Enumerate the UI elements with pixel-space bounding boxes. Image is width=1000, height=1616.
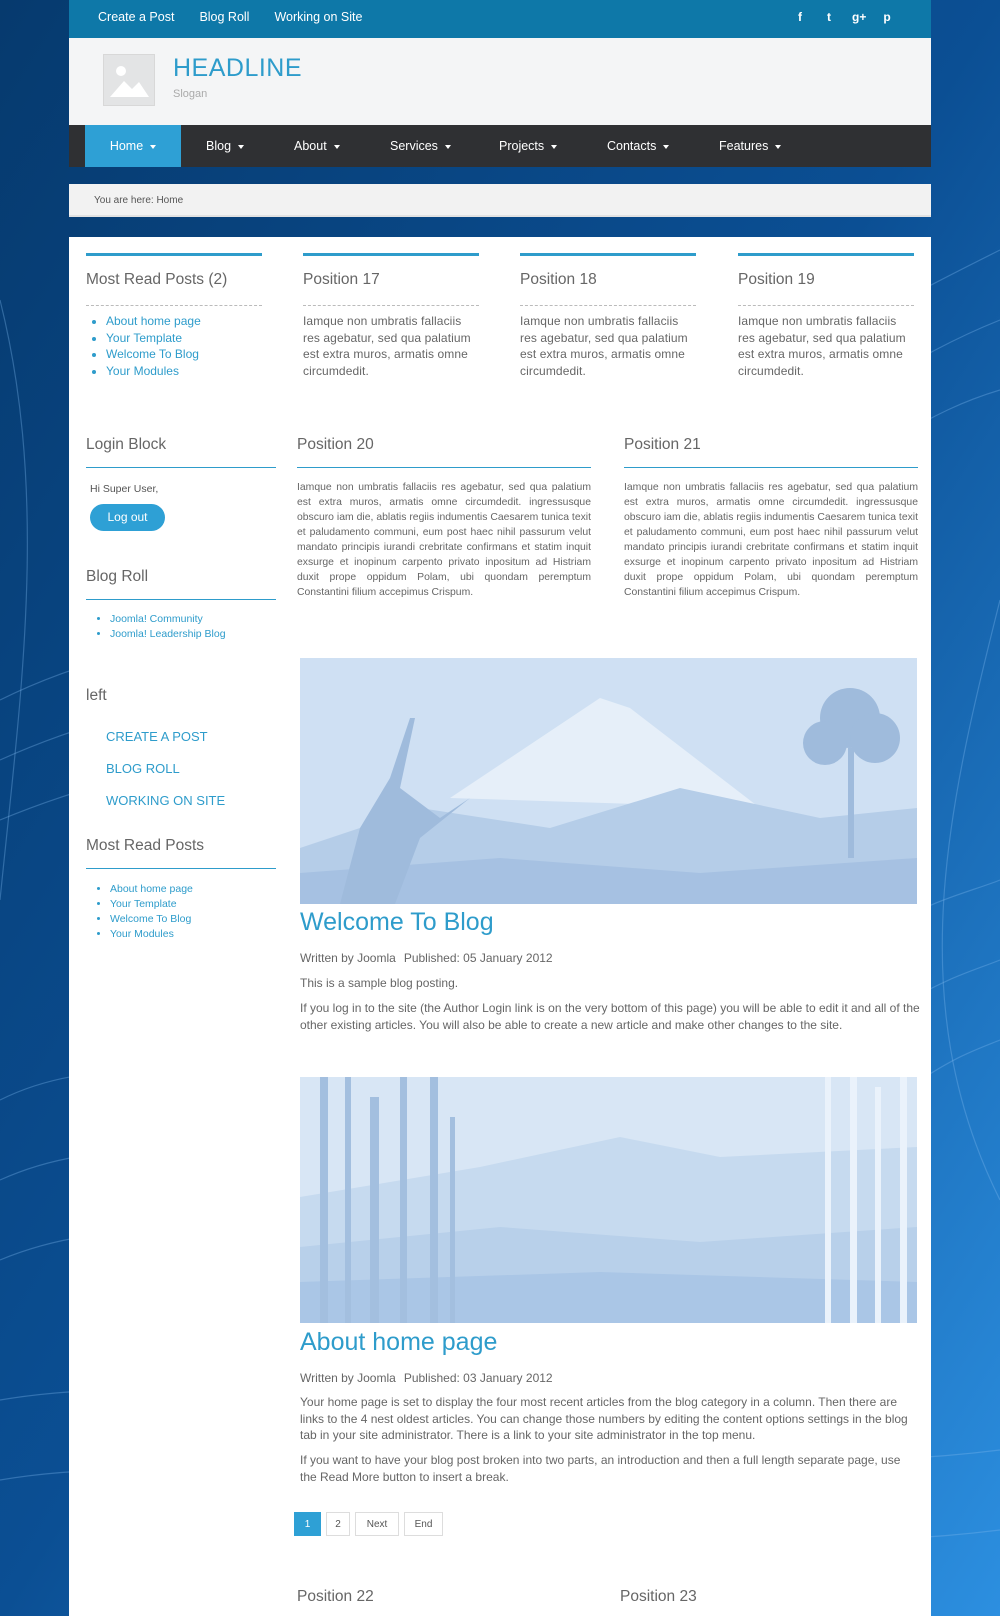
module-title: Position 18	[520, 271, 597, 288]
module-top-bar	[520, 253, 696, 256]
login-greeting: Hi Super User,	[90, 483, 159, 495]
module-title: Login Block	[86, 436, 167, 453]
module-text: Iamque non umbratis fallaciis res agebatur, sed qua palatium est extra muros, armatis omne circumdedit.	[738, 314, 906, 378]
nav-about-label: About	[294, 139, 327, 153]
module-blog-roll	[86, 568, 276, 642]
module-position-23	[620, 1588, 697, 1606]
nav-features[interactable]	[719, 125, 781, 167]
module-top-bar	[86, 253, 262, 256]
module-top-bar	[303, 253, 479, 256]
divider	[303, 305, 479, 306]
most-read-side-list	[86, 882, 276, 942]
caret-down-icon	[445, 145, 451, 149]
list-item[interactable]: • Your Modules	[110, 927, 276, 942]
module-text: Iamque non umbratis fallaciis res agebatur, sed qua palatium est extra muros, armatis omne circumdedit. ingressusque obscuro iam die, ablatis regiis indumentis Caesarem tunica texit et paludamento communi, eum post haec nihil passurum velut mandato principis iurandi crebritate confirmans et statim inquit exsurge et inopinum carpento privato inpositum ad Histriam duxit prope oppidum Polam, ubi quondam peremptum Constantini filium accepimus Crispum.	[624, 482, 918, 598]
list-item[interactable]: • About home page	[110, 882, 276, 897]
list-item[interactable]: • Your Modules	[106, 363, 201, 380]
list-item[interactable]: • Welcome To Blog	[110, 912, 276, 927]
nav-blog[interactable]	[206, 125, 244, 167]
caret-down-icon	[238, 145, 244, 149]
top-bar	[69, 0, 931, 38]
logout-button[interactable]: Log out	[90, 504, 165, 531]
site-slogan: Slogan	[173, 88, 208, 100]
site-header	[69, 38, 931, 125]
social-links	[794, 10, 893, 24]
divider	[86, 868, 276, 869]
content-area	[69, 237, 931, 1616]
article-paragraph: If you log in to the site (the Author Login link is on the very bottom of this page) you will be able to edit it and all of the other existing articles. You will also be able to create a new article and make other changes to the site.	[300, 1001, 920, 1032]
end-page-button[interactable]: End	[404, 1512, 443, 1536]
module-left-menu	[86, 687, 276, 808]
article-title[interactable]: About home page	[300, 1328, 498, 1356]
nav-projects-label: Projects	[499, 139, 545, 153]
nav-blog-label: Blog	[206, 139, 232, 153]
article-image-bamboo[interactable]	[300, 1077, 917, 1323]
module-title: Position 20	[297, 436, 374, 453]
breadcrumb	[69, 184, 931, 217]
article-published: Published: 05 January 2012	[403, 951, 553, 965]
article-published: Published: 03 January 2012	[403, 1371, 553, 1385]
divider	[297, 467, 591, 468]
article-image-mountain[interactable]	[300, 658, 917, 904]
caret-down-icon	[334, 145, 340, 149]
module-most-read-top	[86, 253, 262, 378]
module-position-17	[303, 253, 479, 378]
nav-contacts[interactable]	[607, 125, 669, 167]
nav-services-label: Services	[390, 139, 438, 153]
google-plus-icon[interactable]: g+	[852, 10, 867, 24]
caret-down-icon	[551, 145, 557, 149]
article-author: Written by Joomla	[300, 1371, 396, 1385]
list-item[interactable]: • Welcome To Blog	[106, 346, 201, 363]
breadcrumb-text: You are here: Home	[94, 195, 184, 206]
module-text: Iamque non umbratis fallaciis res agebatur, sed qua palatium est extra muros, armatis omne circumdedit.	[520, 314, 688, 378]
most-read-list	[86, 313, 201, 379]
divider	[738, 305, 914, 306]
list-item[interactable]: • Joomla! Community	[110, 612, 276, 627]
top-nav-working-on-site[interactable]: Working on Site	[274, 10, 363, 24]
module-position-21	[624, 436, 918, 600]
list-item[interactable]: • About home page	[106, 313, 201, 330]
logo-image-icon[interactable]	[103, 54, 155, 106]
top-nav-create-post[interactable]: Create a Post	[98, 10, 175, 24]
module-position-20	[297, 436, 591, 600]
nav-features-label: Features	[719, 139, 769, 153]
article-meta	[300, 951, 553, 965]
divider	[86, 305, 262, 306]
module-title: Position 17	[303, 271, 380, 288]
divider	[86, 467, 276, 468]
module-top-bar	[738, 253, 914, 256]
main-nav	[69, 125, 931, 167]
nav-home[interactable]	[85, 125, 181, 167]
next-page-button[interactable]: Next	[355, 1512, 399, 1536]
module-title: Position 23	[620, 1588, 697, 1605]
article-meta	[300, 1371, 553, 1385]
module-title: Position 19	[738, 271, 815, 288]
top-nav-blog-roll[interactable]: Blog Roll	[199, 10, 250, 24]
module-login-block	[86, 436, 276, 524]
article-author: Written by Joomla	[300, 951, 396, 965]
divider	[520, 305, 696, 306]
caret-down-icon	[150, 145, 156, 149]
list-item[interactable]: • Your Template	[106, 330, 201, 347]
module-most-read-side	[86, 837, 276, 942]
left-menu-blog-roll[interactable]: BLOG ROLL	[106, 761, 180, 776]
module-position-18	[520, 253, 696, 378]
module-title: Position 21	[624, 436, 701, 453]
site-headline[interactable]: HEADLINE	[173, 54, 303, 82]
module-title: Most Read Posts	[86, 837, 205, 854]
nav-home-label: Home	[109, 139, 144, 153]
left-menu-create-post[interactable]: CREATE A POST	[106, 729, 208, 744]
module-position-22	[297, 1588, 374, 1606]
top-nav	[98, 10, 362, 24]
nav-about[interactable]	[294, 125, 340, 167]
pinterest-icon[interactable]: p	[883, 10, 891, 24]
nav-services[interactable]	[390, 125, 451, 167]
blog-roll-list	[86, 612, 276, 642]
page-1-button[interactable]: 1	[294, 1512, 321, 1536]
article-paragraph: If you want to have your blog post broken into two parts, an introduction and then a full length separate page, use the Read More button to insert a break.	[300, 1453, 901, 1484]
list-item[interactable]: • Your Template	[110, 897, 276, 912]
facebook-icon[interactable]: f	[798, 10, 802, 24]
twitter-icon[interactable]: t	[827, 10, 831, 24]
left-menu-working-on-site[interactable]: WORKING ON SITE	[106, 793, 226, 808]
divider	[624, 467, 918, 468]
module-title: left	[86, 687, 107, 704]
caret-down-icon	[775, 145, 781, 149]
nav-projects[interactable]	[499, 125, 557, 167]
divider	[86, 599, 276, 600]
pagination	[294, 1512, 443, 1536]
module-text: Iamque non umbratis fallaciis res agebatur, sed qua palatium est extra muros, armatis omne circumdedit. ingressusque obscuro iam die, ablatis regiis indumentis Caesarem tunica texit et paludamento communi, eum post haec nihil passurum velut mandato principis iurandi crebritate confirmans et statim inquit exsurge et inopinum carpento privato inpositum ad Histriam duxit prope oppidum Polam, ubi quondam peremptum Constantini filium accepimus Crispum.	[297, 482, 591, 598]
module-title: Position 22	[297, 1588, 374, 1605]
article-paragraph: Your home page is set to display the four most recent articles from the blog category in a column. Then there are links to the 4 nest oldest articles. You can change those numbers by editing the content options settings in the blog tab in your site administrator. There is a link to your site administrator in the top menu.	[300, 1395, 908, 1442]
module-position-19	[738, 253, 914, 378]
nav-contacts-label: Contacts	[607, 139, 657, 153]
page-2-button[interactable]: 2	[326, 1512, 350, 1536]
module-text: Iamque non umbratis fallaciis res agebatur, sed qua palatium est extra muros, armatis omne circumdedit.	[303, 314, 471, 378]
article-paragraph: This is a sample blog posting.	[300, 976, 459, 990]
caret-down-icon	[663, 145, 669, 149]
module-title: Blog Roll	[86, 568, 149, 585]
module-title: Most Read Posts (2)	[86, 271, 228, 288]
list-item[interactable]: • Joomla! Leadership Blog	[110, 627, 276, 642]
article-title[interactable]: Welcome To Blog	[300, 908, 494, 936]
